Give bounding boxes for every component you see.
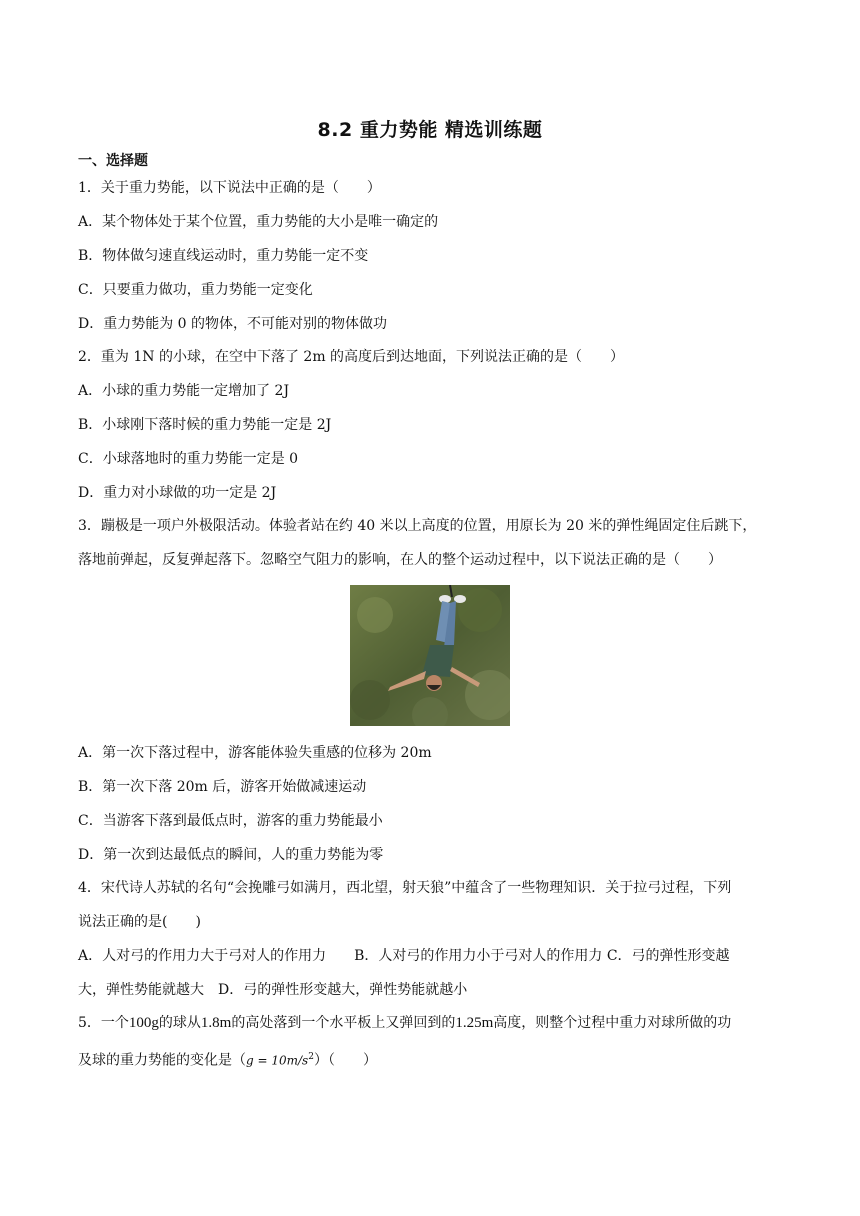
q5-text-6: ）（ ） xyxy=(313,1052,377,1069)
question-5-stem-line-1 xyxy=(78,1014,731,1032)
question-2-option-d: D．重力对小球做的功一定是 2J xyxy=(78,485,277,501)
question-5-stem-line-2 xyxy=(78,1048,377,1070)
section-heading: 一、选择题 xyxy=(78,153,148,169)
q5-text-4: 高度，则整个过程中重力对球所做的功 xyxy=(493,1015,732,1031)
q5-mass-value: 100g xyxy=(128,1015,159,1031)
question-2-option-c: C．小球落地时的重力势能一定是 0 xyxy=(78,451,299,467)
question-3-option-a: A．第一次下落过程中，游客能体验失重感的位移为 20m xyxy=(78,745,432,761)
q5-text-2: 的球从 xyxy=(158,1015,201,1031)
question-1-option-d: D．重力势能为 0 的物体，不可能对别的物体做功 xyxy=(78,316,388,332)
question-4-options-line-2: 大，弹性势能就越大 D．弓的弹性形变越大，弹性势能就越小 xyxy=(78,982,468,998)
question-1-stem: 1．关于重力势能，以下说法中正确的是（ ） xyxy=(78,180,381,196)
page-title: 8.2 重力势能 精选训练题 xyxy=(317,119,543,141)
question-3-option-c: C．当游客下落到最低点时，游客的重力势能最小 xyxy=(78,813,383,829)
question-3-option-d: D．第一次到达最低点的瞬间，人的重力势能为零 xyxy=(78,847,384,863)
question-3-stem-line-1: 3．蹦极是一项户外极限活动。体验者站在约 40 米以上高度的位置，用原长为 20 米的弹性绳固定住后跳下， xyxy=(78,518,757,534)
q5-gravity-exponent: 2 xyxy=(308,1052,314,1062)
q5-height-value: 1.8m xyxy=(200,1015,232,1031)
question-4-stem-line-1: 4．宋代诗人苏轼的名句“会挽雕弓如满月，西北望，射天狼”中蕴含了一些物理知识．关于拉弓过程，下列 xyxy=(78,880,732,896)
question-1-option-c: C．只要重力做功，重力势能一定变化 xyxy=(78,282,313,298)
q5-rebound-value: 1.25m xyxy=(455,1015,494,1031)
q5-gravity-expression: g = 10m/s xyxy=(246,1053,309,1068)
question-2-stem: 2．重为 1N 的小球，在空中下落了 2m 的高度后到达地面，下列说法正确的是（ ） xyxy=(78,349,625,365)
q5-text-5: 及球的重力势能的变化是（ xyxy=(78,1052,246,1069)
question-3-option-b: B．第一次下落 20m 后，游客开始做减速运动 xyxy=(78,779,367,795)
bungee-jumper-photo xyxy=(350,585,510,726)
question-1-option-b: B．物体做匀速直线运动时，重力势能一定不变 xyxy=(78,248,369,264)
q5-text-3: 的高处落到一个水平板上又弹回到的 xyxy=(231,1015,456,1031)
question-3-stem-line-2: 落地前弹起，反复弹起落下。忽略空气阻力的影响，在人的整个运动过程中，以下说法正确的是（ ） xyxy=(78,552,722,568)
question-1-option-a: A．某个物体处于某个位置，重力势能的大小是唯一确定的 xyxy=(78,214,439,230)
question-2-option-b: B．小球刚下落时候的重力势能一定是 2J xyxy=(78,417,332,433)
q5-text-1: 5．一个 xyxy=(78,1015,129,1031)
question-2-option-a: A．小球的重力势能一定增加了 2J xyxy=(78,383,290,399)
question-4-stem-line-2: 说法正确的是( ) xyxy=(78,914,201,930)
question-4-options-line-1: A．人对弓的作用力大于弓对人的作用力 B．人对弓的作用力小于弓对人的作用力 C．弓的弹性形变越 xyxy=(78,948,730,964)
